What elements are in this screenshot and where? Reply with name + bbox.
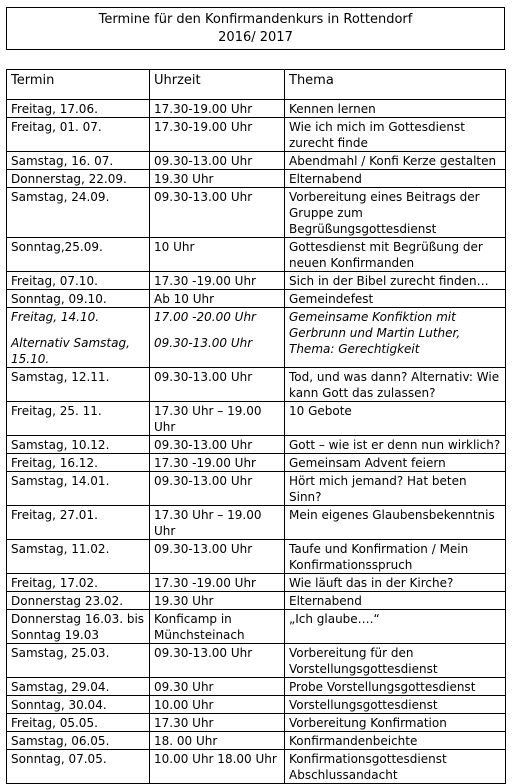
cell-termin: Samstag, 12.11.: [7, 368, 150, 402]
document-title-box: [6, 7, 505, 50]
cell-uhrzeit-line: 17.00 -20.00 Uhr: [154, 310, 256, 324]
cell-thema: Abendmahl / Konfi Kerze gestalten: [285, 152, 506, 170]
cell-uhrzeit: 17.30 Uhr: [150, 714, 285, 732]
table-row: [7, 678, 506, 696]
cell-uhrzeit: 09.30-13.00 Uhr: [150, 152, 285, 170]
cell-uhrzeit: 19.30 Uhr: [150, 592, 285, 610]
table-row: [7, 402, 506, 436]
cell-uhrzeit: 09.30 Uhr: [150, 678, 285, 696]
document-title: Termine für den Konfirmandenkurs in Rottendorf: [98, 12, 413, 27]
cell-thema: Wie ich mich im Gottesdienst zurecht finde: [285, 118, 506, 152]
cell-termin: Freitag, 07.10.: [7, 272, 150, 290]
cell-termin: Freitag, 05.05.: [7, 714, 150, 732]
table-row: [7, 170, 506, 188]
cell-uhrzeit: 17.30-19.00 Uhr: [150, 118, 285, 152]
table-row: [7, 100, 506, 118]
cell-termin: Freitag, 25. 11.: [7, 402, 150, 436]
cell-termin: Sonntag, 09.10.: [7, 290, 150, 308]
table-row: [7, 750, 506, 784]
cell-termin: Samstag, 25.03.: [7, 644, 150, 678]
cell-termin: [7, 308, 150, 368]
cell-uhrzeit: 10.00 Uhr 18.00 Uhr: [150, 750, 285, 784]
cell-uhrzeit: 10.00 Uhr: [150, 696, 285, 714]
cell-uhrzeit: 10 Uhr: [150, 238, 285, 272]
cell-thema: Gott – wie ist er denn nun wirklich?: [285, 436, 506, 454]
cell-termin: Donnerstag, 22.09.: [7, 170, 150, 188]
cell-uhrzeit: 17.30-19.00 Uhr: [150, 100, 285, 118]
cell-termin: Donnerstag 16.03. bis Sonntag 19.03: [7, 610, 150, 644]
table-row: [7, 644, 506, 678]
cell-thema: Konfirmandenbeichte: [285, 732, 506, 750]
cell-uhrzeit: Ab 10 Uhr: [150, 290, 285, 308]
cell-thema: Hört mich jemand? Hat beten Sinn?: [285, 472, 506, 506]
cell-thema: Kennen lernen: [285, 100, 506, 118]
cell-uhrzeit: 19.30 Uhr: [150, 170, 285, 188]
cell-termin: Samstag, 11.02.: [7, 540, 150, 574]
cell-termin: Samstag, 06.05.: [7, 732, 150, 750]
cell-uhrzeit: 09.30-13.00 Uhr: [150, 472, 285, 506]
table-row: [7, 732, 506, 750]
cell-termin: Samstag, 14.01.: [7, 472, 150, 506]
cell-uhrzeit: 18. 00 Uhr: [150, 732, 285, 750]
table-row: [7, 238, 506, 272]
cell-uhrzeit: 17.30 -19.00 Uhr: [150, 454, 285, 472]
table-row: [7, 696, 506, 714]
cell-thema: Vorstellungsgottesdienst: [285, 696, 506, 714]
table-row: [7, 610, 506, 644]
cell-uhrzeit: 09.30-13.00 Uhr: [150, 436, 285, 454]
cell-termin: Samstag, 16. 07.: [7, 152, 150, 170]
cell-termin-line: Freitag, 14.10.: [11, 310, 100, 324]
cell-thema: Taufe und Konfirmation / Mein Konfirmationsspruch: [285, 540, 506, 574]
column-header-thema: Thema: [285, 70, 506, 100]
cell-termin: Samstag, 10.12.: [7, 436, 150, 454]
cell-termin-line: Alternativ Samstag, 15.10.: [11, 336, 130, 366]
cell-uhrzeit: 09.30-13.00 Uhr: [150, 188, 285, 238]
cell-thema: 10 Gebote: [285, 402, 506, 436]
cell-thema: Gemeinsame Konfiktion mit Gerbrunn und Martin Luther, Thema: Gerechtigkeit: [285, 308, 506, 368]
cell-uhrzeit: [150, 308, 285, 368]
cell-thema: Gottesdienst mit Begrüßung der neuen Konfirmanden: [285, 238, 506, 272]
cell-uhrzeit: 17.30 -19.00 Uhr: [150, 272, 285, 290]
cell-uhrzeit: 17.30 Uhr – 19.00 Uhr: [150, 506, 285, 540]
cell-thema: Tod, und was dann? Alternativ: Wie kann Gott das zulassen?: [285, 368, 506, 402]
cell-thema: Probe Vorstellungsgottesdienst: [285, 678, 506, 696]
table-row: [7, 574, 506, 592]
cell-termin: Donnerstag 23.02.: [7, 592, 150, 610]
cell-termin: Sonntag, 30.04.: [7, 696, 150, 714]
table-row: [7, 592, 506, 610]
cell-thema: Elternabend: [285, 592, 506, 610]
cell-uhrzeit: 09.30-13.00 Uhr: [150, 644, 285, 678]
cell-thema: Gemeindefest: [285, 290, 506, 308]
cell-thema: Vorbereitung eines Beitrags der Gruppe zum Begrüßungsgottesdienst: [285, 188, 506, 238]
table-row: [7, 540, 506, 574]
cell-termin: Freitag, 01. 07.: [7, 118, 150, 152]
table-row: [7, 152, 506, 170]
cell-uhrzeit: 09.30-13.00 Uhr: [150, 540, 285, 574]
table-row: [7, 436, 506, 454]
cell-termin: Samstag, 24.09.: [7, 188, 150, 238]
cell-uhrzeit-line: 09.30-13.00 Uhr: [154, 336, 253, 350]
table-header-row: [7, 70, 506, 100]
cell-termin: Freitag, 16.12.: [7, 454, 150, 472]
cell-thema: Konfirmationsgottesdienst Abschlussandacht: [285, 750, 506, 784]
cell-thema: Gemeinsam Advent feiern: [285, 454, 506, 472]
cell-thema: Vorbereitung Konfirmation: [285, 714, 506, 732]
cell-termin: Freitag, 17.06.: [7, 100, 150, 118]
cell-uhrzeit: 17.30 Uhr – 19.00 Uhr: [150, 402, 285, 436]
table-row: [7, 272, 506, 290]
cell-termin: Sonntag, 07.05.: [7, 750, 150, 784]
cell-thema: Wie läuft das in der Kirche?: [285, 574, 506, 592]
column-header-uhrzeit: Uhrzeit: [150, 70, 285, 100]
document-subtitle: 2016/ 2017: [218, 30, 293, 45]
cell-uhrzeit: 17.30 -19.00 Uhr: [150, 574, 285, 592]
cell-thema: Mein eigenes Glaubensbekenntnis: [285, 506, 506, 540]
table-row: [7, 454, 506, 472]
column-header-termin: Termin: [7, 70, 150, 100]
table-row: [7, 118, 506, 152]
cell-thema: „Ich glaube….“: [285, 610, 506, 644]
table-row: [7, 368, 506, 402]
cell-uhrzeit: 09.30-13.00 Uhr: [150, 368, 285, 402]
cell-termin: Samstag, 29.04.: [7, 678, 150, 696]
cell-thema: Sich in der Bibel zurecht finden…: [285, 272, 506, 290]
table-row: [7, 308, 506, 368]
table-row: [7, 714, 506, 732]
cell-termin: Sonntag,25.09.: [7, 238, 150, 272]
schedule-table: [6, 69, 506, 784]
cell-thema: Elternabend: [285, 170, 506, 188]
table-row: [7, 506, 506, 540]
cell-termin: Freitag, 17.02.: [7, 574, 150, 592]
cell-termin: Freitag, 27.01.: [7, 506, 150, 540]
table-row: [7, 472, 506, 506]
cell-thema: Vorbereitung für den Vorstellungsgottesdienst: [285, 644, 506, 678]
table-row: [7, 188, 506, 238]
cell-uhrzeit: Konficamp in Münchsteinach: [150, 610, 285, 644]
table-row: [7, 290, 506, 308]
